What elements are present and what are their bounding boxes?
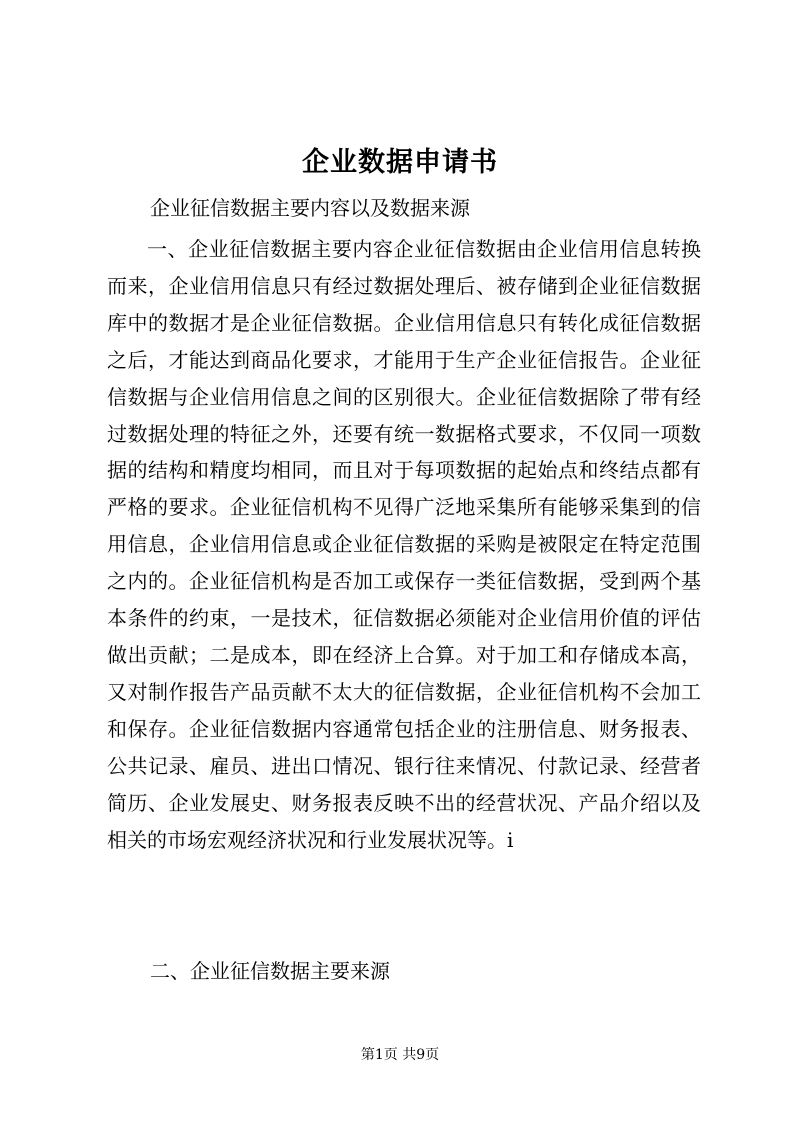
page-footer: 第1页 共9页 bbox=[360, 1047, 440, 1063]
page-title: 企业数据申请书 bbox=[302, 147, 498, 178]
body-paragraph: 一、企业征信数据主要内容企业征信数据由企业信用信息转换而来，企业信用信息只有经过数据处理后、被存储到企业征信数据库中的数据才是企业征信数据。企业信用信息只有转化成征信数据之后，才能达到商品化要求，才能用于生产企业征信报告。企业征信数据与企业信用信息之间的区别很大。企业征信数据除了带有经过数据处理的特征之外，还要有统一数据格式要求，不仅同一项数据的结构和精度均相同，而且对于每项数据的起始点和终结点都有严格的要求。企业征信机构不见得广泛地采集所有能够采集到的信用信息，企业信用信息或企业征信数据的采购是被限定在特定范围之内的。企业征信机构是否加工或保存一类征信数据，受到两个基本条件的约束，一是技术，征信数据必须能对企业信用价值的评估做出贡献；二是成本，即在经济上合算。对于加工和存储成本高，又对制作报告产品贡献不太大的征信数据，企业征信机构不会加工和保存。企业征信数据内容通常包括企业的注册信息、财务报表、公共记录、雇员、进出口情况、银行往来情况、付款记录、经营者简历、企业发展史、财务报表反映不出的经营状况、产品介绍以及相关的市场宏观经济状况和行业发展状况等。i bbox=[107, 237, 701, 852]
section-heading: 二、企业征信数据主要来源 bbox=[150, 959, 390, 983]
section-subtitle: 企业征信数据主要内容以及数据来源 bbox=[150, 196, 470, 220]
